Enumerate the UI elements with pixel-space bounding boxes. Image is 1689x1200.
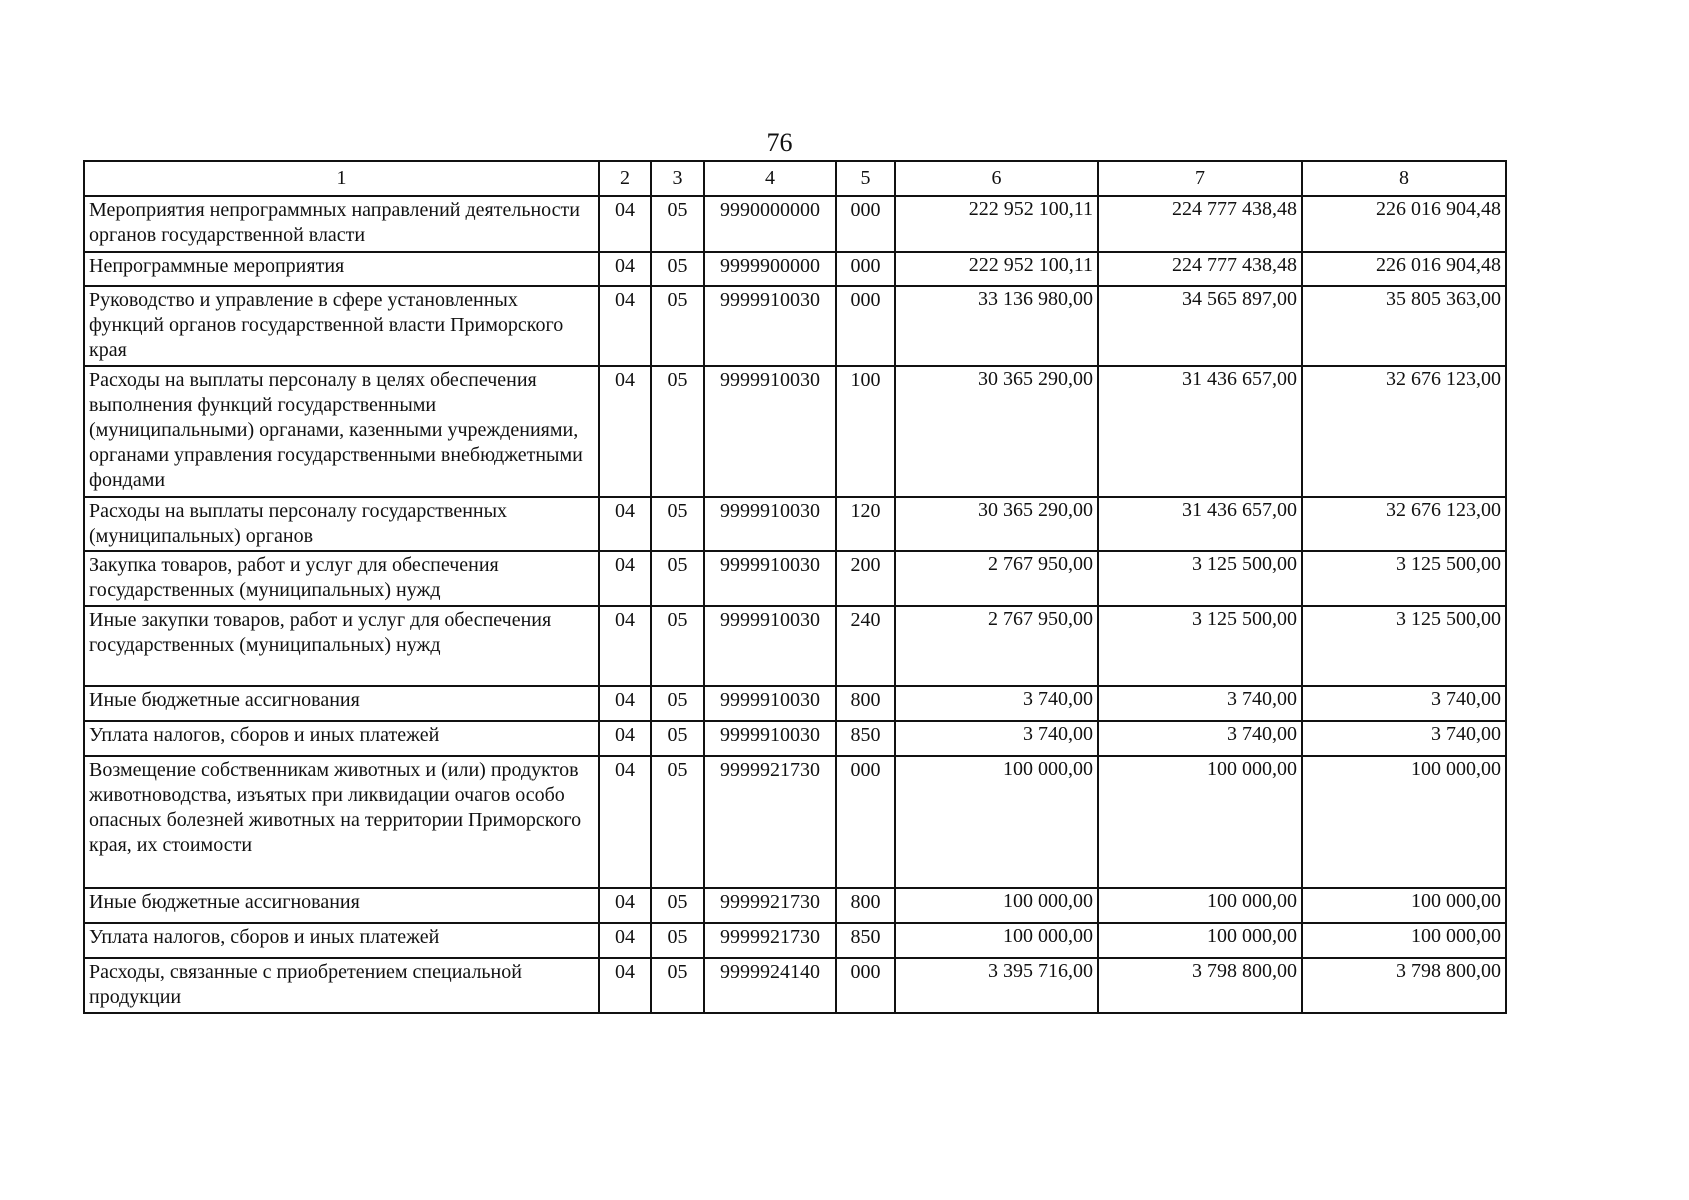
row-target-code: 9999910030: [704, 366, 836, 497]
row-expense-type: 850: [836, 923, 895, 958]
row-name: Расходы, связанные с приобретением специальной продукции: [84, 958, 599, 1013]
row-amount-7: 34 565 897,00: [1098, 286, 1302, 366]
row-amount-7: 3 740,00: [1098, 686, 1302, 721]
row-subsection: 05: [651, 551, 704, 606]
header-col-5: 5: [836, 161, 895, 196]
row-name: Иные бюджетные ассигнования: [84, 686, 599, 721]
row-amount-6: 100 000,00: [895, 756, 1098, 888]
row-subsection: 05: [651, 686, 704, 721]
row-subsection: 05: [651, 497, 704, 551]
row-target-code: 9999921730: [704, 756, 836, 888]
row-expense-type: 000: [836, 756, 895, 888]
row-amount-7: 31 436 657,00: [1098, 497, 1302, 551]
row-target-code: 9999900000: [704, 252, 836, 286]
header-col-7: 7: [1098, 161, 1302, 196]
table-row: [84, 252, 1506, 286]
row-name: Иные закупки товаров, работ и услуг для обеспечения государственных (муниципальных) нужд: [84, 606, 599, 686]
row-name: Руководство и управление в сфере установленных функций органов государственной власти Приморского края: [84, 286, 599, 366]
row-amount-8: 32 676 123,00: [1302, 497, 1506, 551]
row-amount-8: 3 125 500,00: [1302, 551, 1506, 606]
row-target-code: 9999910030: [704, 721, 836, 756]
row-amount-6: 2 767 950,00: [895, 551, 1098, 606]
row-section: 04: [599, 721, 651, 756]
row-name: Закупка товаров, работ и услуг для обеспечения государственных (муниципальных) нужд: [84, 551, 599, 606]
row-section: 04: [599, 958, 651, 1013]
row-name: Возмещение собственникам животных и (или) продуктов животноводства, изъятых при ликвидации очагов особо опасных болезней животных на территории Приморского края, их стоимости: [84, 756, 599, 888]
row-section: 04: [599, 366, 651, 497]
row-expense-type: 100: [836, 366, 895, 497]
row-section: 04: [599, 252, 651, 286]
row-section: 04: [599, 497, 651, 551]
row-name: Мероприятия непрограммных направлений деятельности органов государственной власти: [84, 196, 599, 252]
table-row: [84, 686, 1506, 721]
row-section: 04: [599, 286, 651, 366]
row-section: 04: [599, 606, 651, 686]
table-row: [84, 958, 1506, 1013]
row-expense-type: 200: [836, 551, 895, 606]
row-section: 04: [599, 196, 651, 252]
row-subsection: 05: [651, 196, 704, 252]
row-amount-8: 100 000,00: [1302, 756, 1506, 888]
row-name: Расходы на выплаты персоналу государственных (муниципальных) органов: [84, 497, 599, 551]
row-name: Расходы на выплаты персоналу в целях обеспечения выполнения функций государственными (муниципальными) органами, казенными учреждениями, органами управления государственными внебюджетными фондами: [84, 366, 599, 497]
row-expense-type: 850: [836, 721, 895, 756]
row-amount-6: 33 136 980,00: [895, 286, 1098, 366]
header-col-1: 1: [84, 161, 599, 196]
row-subsection: 05: [651, 888, 704, 923]
row-section: 04: [599, 551, 651, 606]
table-row: [84, 606, 1506, 686]
header-col-3: 3: [651, 161, 704, 196]
row-expense-type: 000: [836, 286, 895, 366]
row-subsection: 05: [651, 606, 704, 686]
budget-table: [83, 160, 1507, 1014]
row-amount-7: 3 125 500,00: [1098, 551, 1302, 606]
row-amount-8: 32 676 123,00: [1302, 366, 1506, 497]
row-target-code: 9990000000: [704, 196, 836, 252]
row-amount-6: 2 767 950,00: [895, 606, 1098, 686]
row-amount-6: 30 365 290,00: [895, 366, 1098, 497]
row-amount-8: 3 740,00: [1302, 721, 1506, 756]
row-amount-8: 3 798 800,00: [1302, 958, 1506, 1013]
table-row: [84, 286, 1506, 366]
row-section: 04: [599, 923, 651, 958]
row-amount-6: 30 365 290,00: [895, 497, 1098, 551]
table-row: [84, 551, 1506, 606]
row-expense-type: 120: [836, 497, 895, 551]
row-target-code: 9999924140: [704, 958, 836, 1013]
row-amount-7: 3 125 500,00: [1098, 606, 1302, 686]
row-expense-type: 000: [836, 252, 895, 286]
row-target-code: 9999910030: [704, 606, 836, 686]
row-target-code: 9999921730: [704, 923, 836, 958]
row-amount-8: 100 000,00: [1302, 888, 1506, 923]
row-amount-6: 222 952 100,11: [895, 252, 1098, 286]
header-col-6: 6: [895, 161, 1098, 196]
header-col-4: 4: [704, 161, 836, 196]
table-row: [84, 923, 1506, 958]
row-target-code: 9999921730: [704, 888, 836, 923]
row-name: Иные бюджетные ассигнования: [84, 888, 599, 923]
row-amount-6: 3 740,00: [895, 721, 1098, 756]
row-name: Уплата налогов, сборов и иных платежей: [84, 721, 599, 756]
row-expense-type: 240: [836, 606, 895, 686]
row-subsection: 05: [651, 958, 704, 1013]
table-row: [84, 366, 1506, 497]
row-amount-7: 100 000,00: [1098, 756, 1302, 888]
row-amount-6: 100 000,00: [895, 888, 1098, 923]
row-amount-7: 31 436 657,00: [1098, 366, 1302, 497]
row-subsection: 05: [651, 366, 704, 497]
row-name: Уплата налогов, сборов и иных платежей: [84, 923, 599, 958]
row-amount-8: 35 805 363,00: [1302, 286, 1506, 366]
row-target-code: 9999910030: [704, 286, 836, 366]
row-subsection: 05: [651, 756, 704, 888]
row-amount-6: 222 952 100,11: [895, 196, 1098, 252]
row-amount-8: 226 016 904,48: [1302, 196, 1506, 252]
row-amount-8: 3 740,00: [1302, 686, 1506, 721]
row-amount-8: 3 125 500,00: [1302, 606, 1506, 686]
table-row: [84, 756, 1506, 888]
row-section: 04: [599, 888, 651, 923]
table-row: [84, 721, 1506, 756]
row-expense-type: 000: [836, 196, 895, 252]
row-subsection: 05: [651, 721, 704, 756]
row-amount-7: 3 740,00: [1098, 721, 1302, 756]
row-amount-7: 100 000,00: [1098, 923, 1302, 958]
row-expense-type: 800: [836, 888, 895, 923]
row-amount-7: 3 798 800,00: [1098, 958, 1302, 1013]
row-amount-7: 224 777 438,48: [1098, 196, 1302, 252]
table-row: [84, 888, 1506, 923]
row-section: 04: [599, 756, 651, 888]
row-amount-8: 226 016 904,48: [1302, 252, 1506, 286]
row-amount-6: 100 000,00: [895, 923, 1098, 958]
row-subsection: 05: [651, 252, 704, 286]
row-target-code: 9999910030: [704, 686, 836, 721]
row-expense-type: 000: [836, 958, 895, 1013]
row-name: Непрограммные мероприятия: [84, 252, 599, 286]
table-row: [84, 497, 1506, 551]
row-subsection: 05: [651, 286, 704, 366]
row-amount-7: 100 000,00: [1098, 888, 1302, 923]
header-col-2: 2: [599, 161, 651, 196]
header-row: [84, 161, 1506, 196]
row-amount-6: 3 740,00: [895, 686, 1098, 721]
row-amount-6: 3 395 716,00: [895, 958, 1098, 1013]
row-amount-7: 224 777 438,48: [1098, 252, 1302, 286]
page-number: 76: [766, 128, 793, 157]
row-target-code: 9999910030: [704, 497, 836, 551]
row-amount-8: 100 000,00: [1302, 923, 1506, 958]
row-target-code: 9999910030: [704, 551, 836, 606]
row-expense-type: 800: [836, 686, 895, 721]
row-subsection: 05: [651, 923, 704, 958]
header-col-8: 8: [1302, 161, 1506, 196]
row-section: 04: [599, 686, 651, 721]
table-row: [84, 196, 1506, 252]
